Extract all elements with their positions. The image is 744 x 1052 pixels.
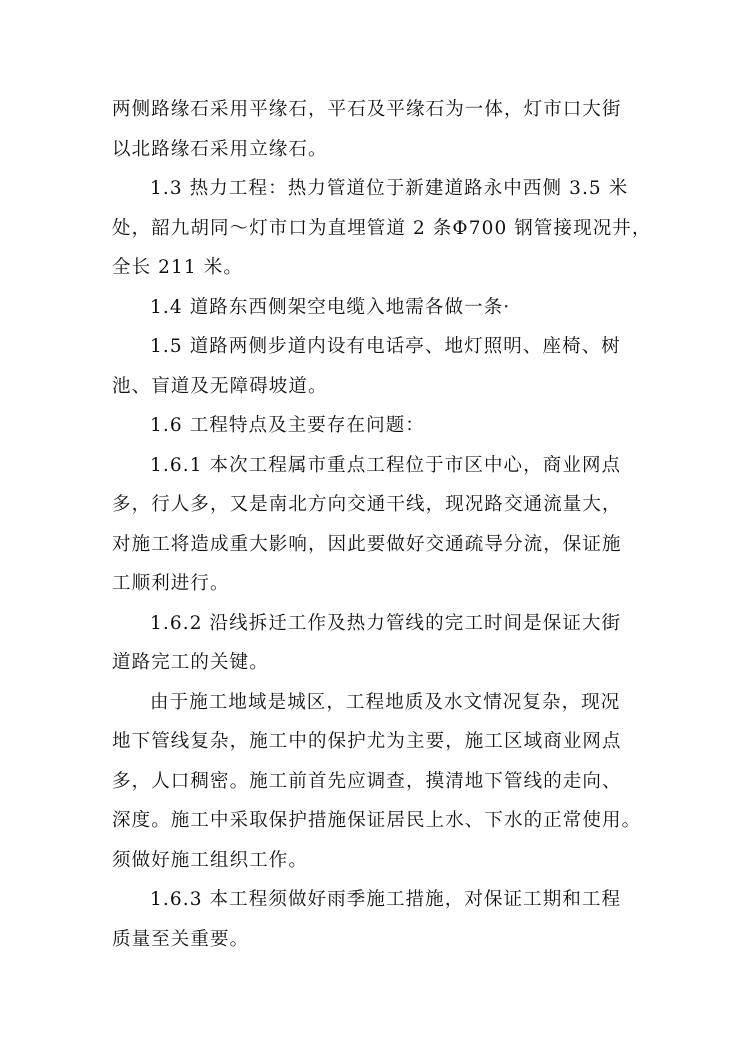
text-line: 池、盲道及无障碍坡道。 bbox=[112, 375, 328, 397]
text-line: 对施工将造成重大影响，因此要做好交通疏导分流，保证施 bbox=[112, 533, 622, 555]
text-line: 以北路缘石采用立缘石。 bbox=[112, 138, 328, 160]
document-body bbox=[112, 90, 652, 959]
text-line: 深度。施工中采取保护措施保证居民上水、下水的正常使用。 bbox=[112, 810, 642, 831]
text-line: 多，人口稠密。施工前首先应调查，摸清地下管线的走向、 bbox=[112, 770, 622, 792]
text-line: 质量至关重要。 bbox=[112, 928, 250, 950]
text-line: 道路完工的关键。 bbox=[112, 652, 269, 673]
text-line: 1.5 道路两侧步道内设有电话亭、地灯照明、座椅、树 bbox=[150, 336, 621, 357]
text-line: 1.4 道路东西侧架空电缆入地需各做一条· bbox=[150, 296, 511, 318]
text-line: 1.6.1 本次工程属市重点工程位于市区中心，商业网点 bbox=[150, 454, 622, 476]
text-line: 多，行人多，又是南北方向交通干线，现况路交通流量大， bbox=[112, 494, 622, 515]
paragraph-1-5-sidewalk bbox=[112, 327, 637, 406]
paragraph-1-4-cables bbox=[112, 288, 637, 328]
paragraph-construction-area bbox=[112, 683, 642, 881]
text-line: 工顺利进行。 bbox=[112, 573, 230, 594]
text-line: 两侧路缘石采用平缘石，平石及平缘石为一体，灯市口大街 bbox=[112, 99, 622, 120]
text-line: 地下管线复杂，施工中的保护尤为主要，施工区域商业网点 bbox=[112, 731, 622, 752]
text-line: 1.6.2 沿线拆迁工作及热力管线的完工时间是保证大街 bbox=[150, 612, 622, 634]
paragraph-1-6-1 bbox=[112, 446, 637, 604]
text-line: 处，韶九胡同～灯市口为直埋管道 2 条Φ700 钢管接现况井， bbox=[112, 217, 652, 239]
paragraph-1-6-3 bbox=[112, 880, 637, 959]
text-line: 1.6.3 本工程须做好雨季施工措施，对保证工期和工程 bbox=[150, 889, 622, 910]
text-line: 由于施工地域是城区，工程地质及水文情况复杂，现况 bbox=[150, 691, 621, 713]
paragraph-1-3-heating bbox=[112, 169, 652, 288]
text-line: 须做好施工组织工作。 bbox=[112, 849, 309, 871]
text-line: 1.3 热力工程：热力管道位于新建道路永中西侧 3.5 米 bbox=[150, 178, 629, 199]
text-line: 全长 211 米。 bbox=[112, 257, 243, 278]
text-line: 1.6 工程特点及主要存在问题： bbox=[150, 415, 425, 436]
paragraph-continuation bbox=[112, 90, 637, 169]
paragraph-1-6-heading bbox=[112, 406, 637, 446]
paragraph-1-6-2 bbox=[112, 604, 637, 683]
